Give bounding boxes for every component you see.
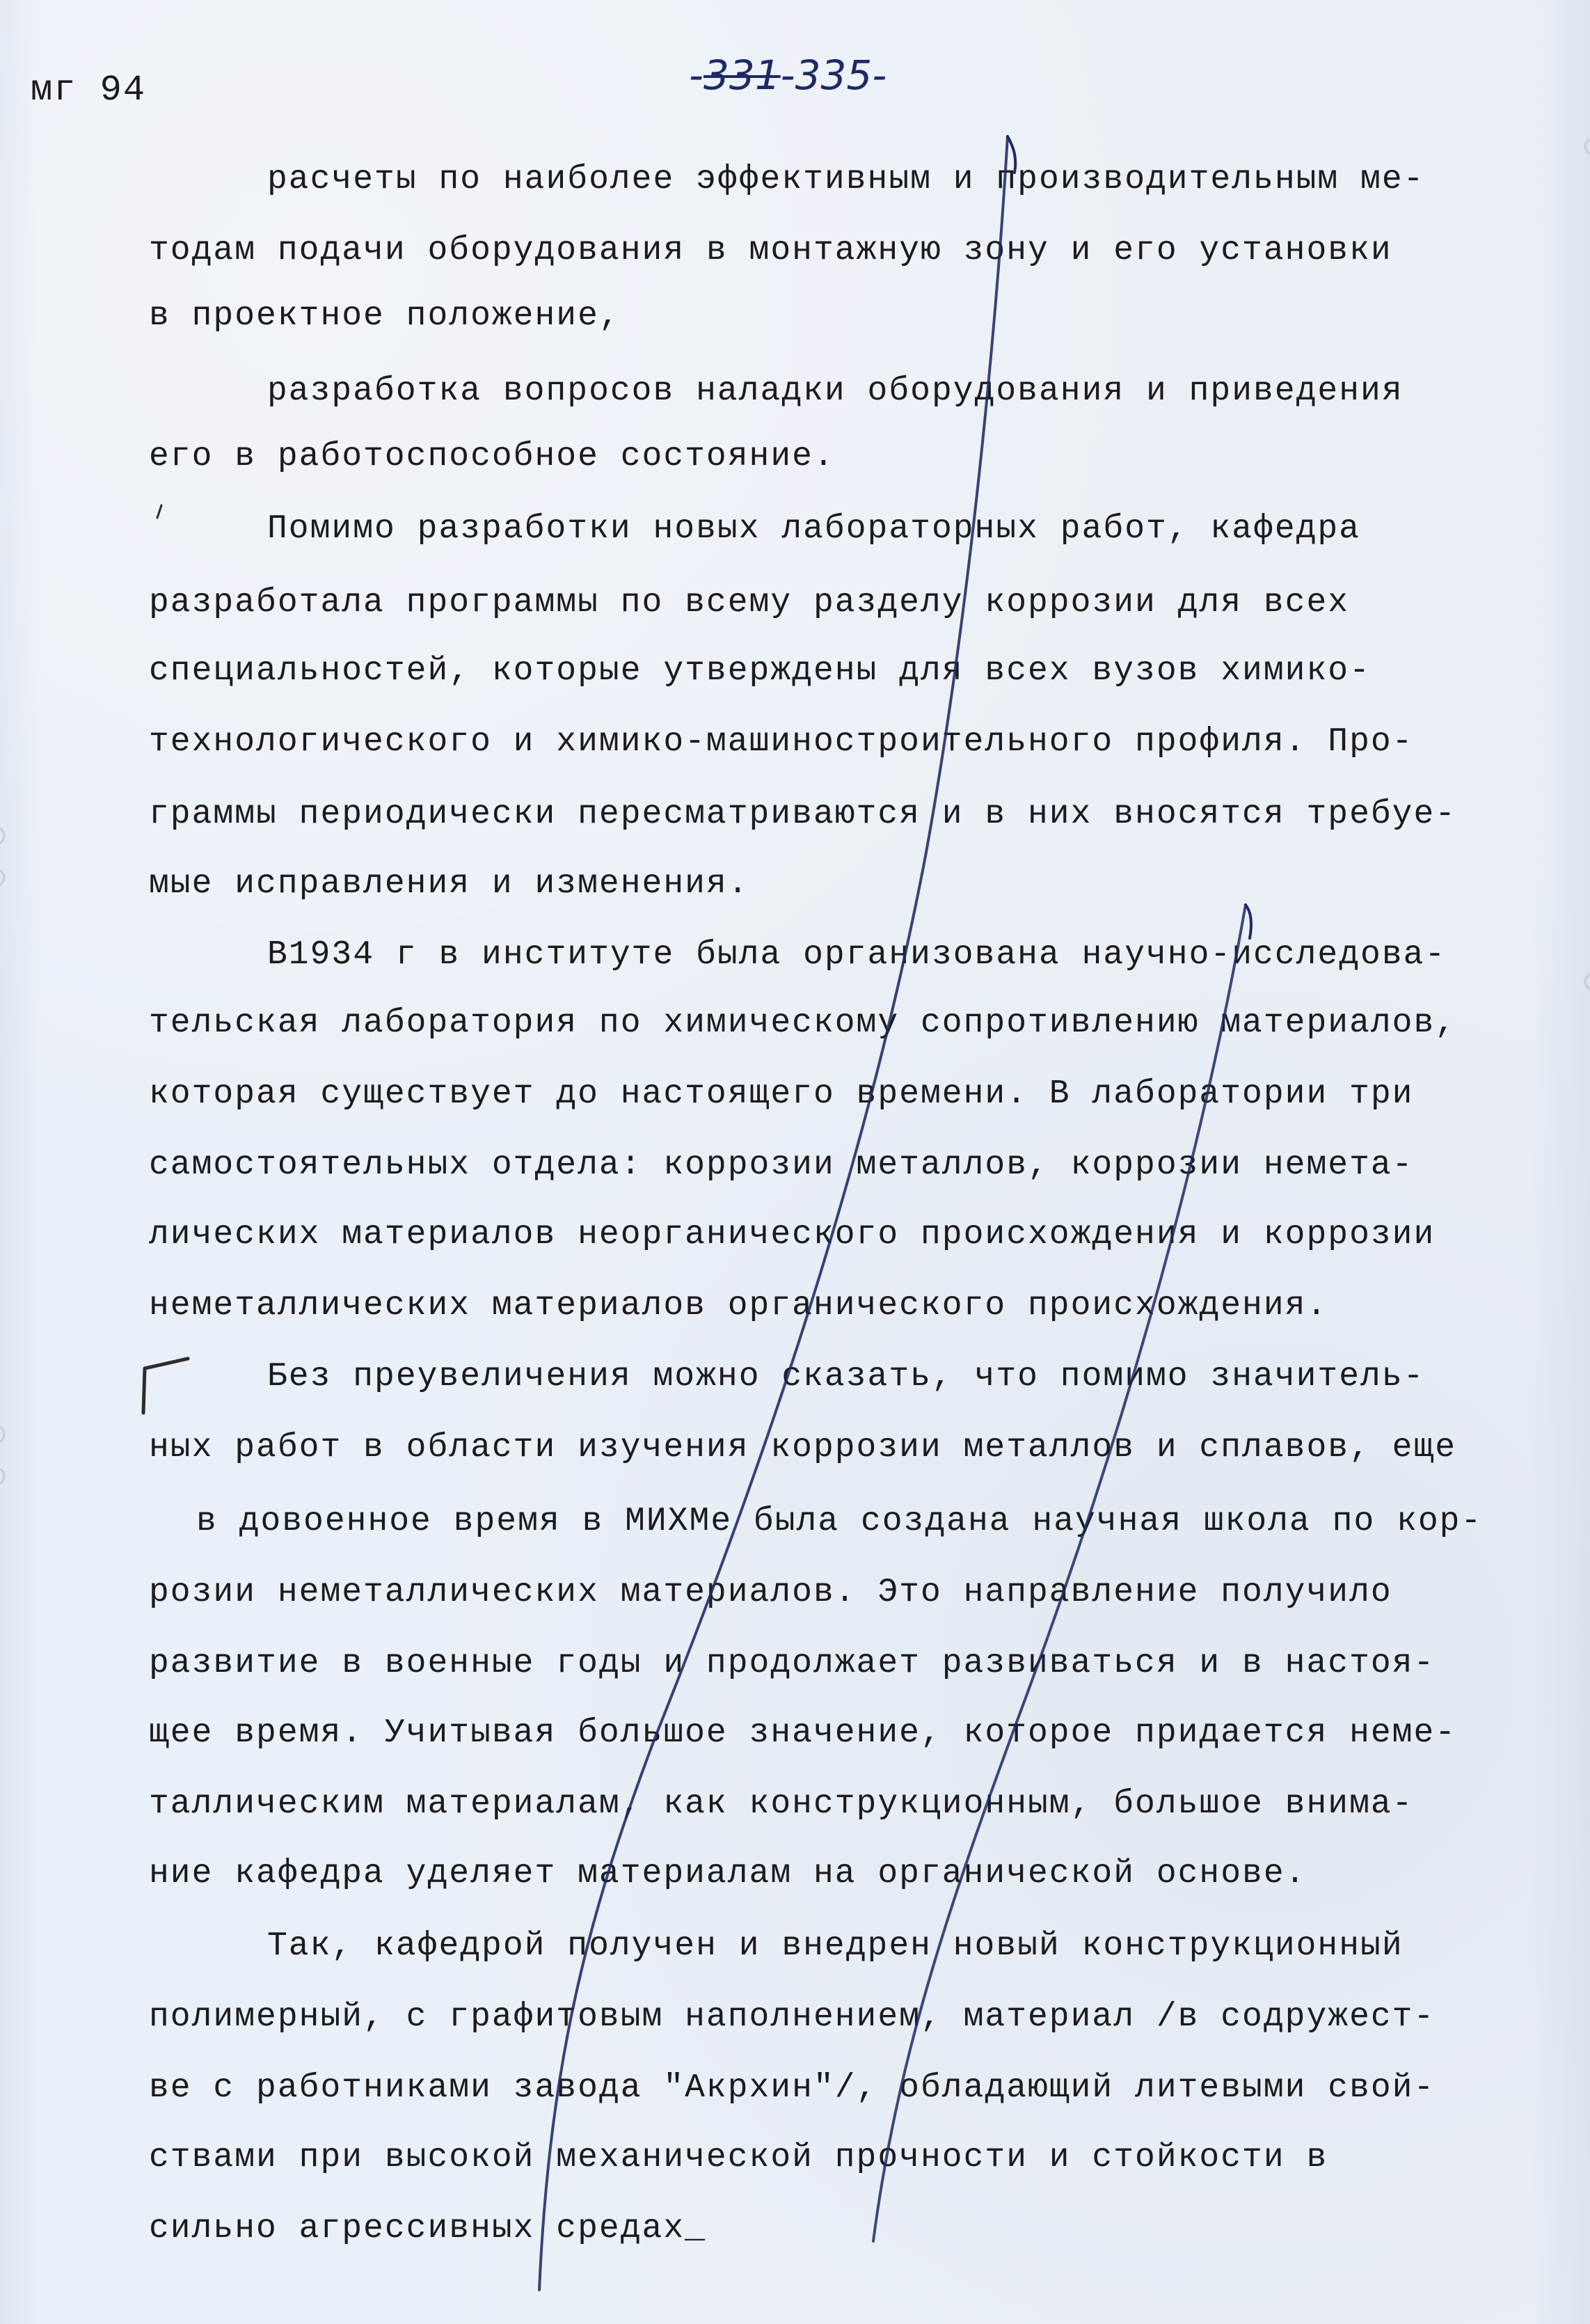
text-line: Без преувеличения можно сказать, что помимо значитель- [267, 1358, 1425, 1396]
text-line: мые исправления и изменения. [149, 865, 749, 903]
text-line: в довоенное время в МИХМе была создана научная школа по кор- [196, 1503, 1483, 1540]
text-line: расчеты по наиболее эффективным и производительным ме- [267, 161, 1425, 198]
text-line: Так, кафедрой получен и внедрен новый конструкционный [267, 1927, 1404, 1965]
text-line: в проектное положение, [149, 297, 621, 335]
text-line: разработка вопросов наладки оборудования и приведения [267, 372, 1404, 410]
text-line: Помимо разработки новых лабораторных работ, кафедра [267, 510, 1361, 548]
text-line: его в работоспособное состояние. [149, 438, 835, 475]
text-line: неметаллических материалов органического происхождения. [149, 1287, 1328, 1325]
text-line: тельская лаборатория по химическому сопротивлению материалов, [149, 1004, 1457, 1042]
text-line: специальностей, которые утверждены для всех вузов химико- [149, 652, 1371, 690]
text-line: сильно агрессивных средах_ [149, 2210, 706, 2247]
text-line: ве с работниками завода "Акрхин"/, обладающий литевыми свой- [149, 2069, 1436, 2107]
text-line: развитие в военные годы и продолжает развиваться и в настоя- [149, 1645, 1436, 1682]
text-line: ных работ в области изучения коррозии металлов и сплавов, еще [149, 1429, 1457, 1467]
text-line: самостоятельных отдела: коррозии металлов, коррозии немета- [149, 1146, 1414, 1184]
page-number-separator-mid: - [780, 52, 795, 99]
text-line: разработала программы по всему разделу коррозии для всех [149, 584, 1350, 622]
text-line: розии неметаллических материалов. Это направление получило [149, 1574, 1392, 1611]
text-line: ствами при высокой механической прочности и стойкости в [149, 2139, 1328, 2176]
text-line: которая существует до настоящего времени. В лаборатории три [149, 1075, 1414, 1113]
text-line: лических материалов неорганического происхождения и коррозии [149, 1216, 1436, 1254]
text-line: граммы периодически пересматриваются и в них вносятся требуе- [149, 796, 1457, 833]
page-number-separator-right: - [872, 52, 887, 99]
current-page-number: 335 [795, 52, 873, 99]
text-line: тодам подачи оборудования в монтажную зону и его установки [149, 232, 1392, 269]
text-line: технологического и химико-машиностроительного профиля. Про- [149, 723, 1414, 761]
struck-page-number: 331 [703, 52, 781, 99]
text-line: полимерный, с графитовым наполнением, материал /в содружест- [149, 1998, 1436, 2036]
text-line: таллическим материалам, как конструкционным, большое внима- [149, 1785, 1414, 1823]
document-code: мг 94 [31, 70, 147, 111]
page-number-separator-left: - [689, 52, 703, 99]
text-line: щее время. Учитывая большое значение, которое придается неме- [149, 1714, 1457, 1752]
text-line: В1934 г в институте была организована научно-исследова- [267, 936, 1447, 974]
text-line: ние кафедра уделяет материалам на органической основе. [149, 1855, 1307, 1892]
